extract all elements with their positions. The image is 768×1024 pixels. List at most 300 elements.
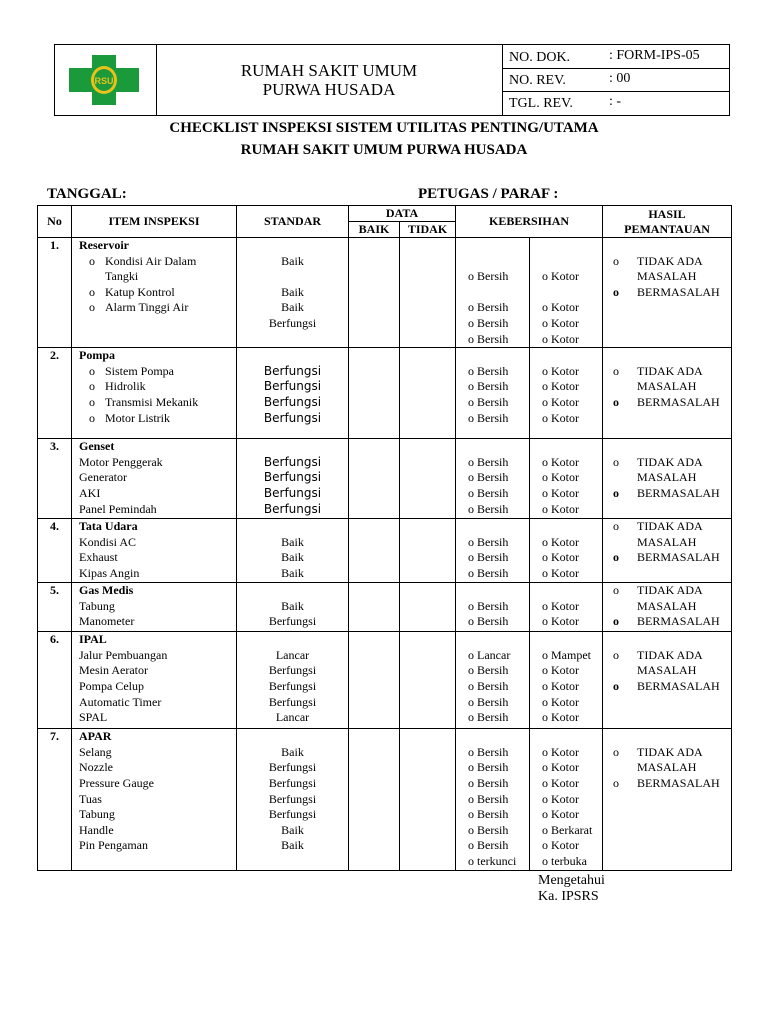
kebersihan-option: o Kotor	[542, 269, 580, 284]
standar-value: Berfungsi	[268, 315, 317, 330]
kebersihan-option	[530, 439, 602, 455]
option-text: BERMASALAH	[637, 775, 720, 790]
kebersihan-option: o Kotor	[542, 744, 580, 759]
row-number: 5.	[50, 583, 59, 598]
data-baik-cell[interactable]	[349, 238, 400, 348]
hasil-option-tidak-ada[interactable]	[603, 519, 731, 535]
meta-row-no-dok	[503, 45, 729, 69]
hasil-option-bermasalah[interactable]	[603, 486, 731, 502]
item-text: AKI	[79, 485, 101, 500]
option-bullet: o	[613, 253, 620, 268]
tanggal-label: TANGGAL:	[47, 186, 127, 202]
hasil-option-bermasalah[interactable]	[603, 614, 731, 630]
kebersihan-option: o Bersih	[468, 501, 509, 516]
hasil-option-tidak-ada[interactable]	[603, 364, 731, 380]
kebersihan-option: o Kotor	[542, 550, 580, 565]
kebersihan-option: o Bersih	[468, 807, 509, 822]
standar-value	[237, 269, 348, 285]
standar-cell	[237, 583, 349, 632]
kebersihan-option: o Kotor	[542, 331, 580, 346]
hospital-name-line2: PURWA HUSADA	[262, 80, 396, 99]
standar-value: Baik	[281, 284, 304, 299]
item-bullet: o	[89, 410, 95, 425]
kebersihan-option	[456, 519, 529, 535]
item-text: Katup Kontrol	[105, 284, 175, 299]
kebersihan-option: o Kotor	[542, 534, 580, 549]
inspection-item	[79, 710, 236, 726]
standar-cell	[237, 439, 349, 519]
item-cell	[72, 729, 237, 870]
option-text: BERMASALAH	[637, 284, 720, 299]
hasil-option-tidak-ada-cont: MASALAH	[637, 379, 697, 394]
kebersihan-option	[456, 238, 529, 254]
item-bullet: o	[89, 284, 95, 299]
kebersihan-option: o Kotor	[542, 791, 580, 806]
document-meta	[503, 45, 729, 115]
kebersihan-right-cell	[530, 439, 603, 519]
kebersihan-option: o Bersih	[468, 744, 509, 759]
category-label: IPAL	[79, 632, 107, 647]
logo-cell	[55, 45, 157, 115]
spacer	[603, 632, 731, 648]
title-line2: RUMAH SAKIT UMUM PURWA HUSADA	[240, 142, 528, 158]
option-bullet: o	[613, 647, 620, 662]
hasil-cell	[603, 348, 732, 439]
kebersihan-option: o Kotor	[542, 678, 580, 693]
item-text: SPAL	[79, 710, 108, 725]
inspection-item	[79, 486, 236, 502]
meta-value: : FORM-IPS-05	[609, 48, 700, 63]
petugas-label: PETUGAS / PARAF :	[418, 186, 559, 202]
option-bullet: o	[613, 363, 620, 378]
standar-value: Berfungsi	[263, 454, 322, 469]
hasil-option-bermasalah[interactable]	[603, 285, 731, 301]
data-tidak-cell[interactable]	[400, 632, 456, 729]
data-tidak-cell[interactable]	[400, 519, 456, 583]
standar-value: Berfungsi	[268, 694, 317, 709]
kebersihan-option: o Kotor	[542, 807, 580, 822]
spacer	[603, 348, 731, 364]
signature-line1: Mengetahui	[538, 873, 605, 888]
meta-key: NO. DOK.	[509, 50, 571, 65]
standar-value: Baik	[281, 598, 304, 613]
kebersihan-option: o Bersih	[468, 694, 509, 709]
item-text: Panel Pemindah	[79, 501, 157, 516]
inspection-item	[79, 269, 236, 285]
hasil-option-tidak-ada[interactable]	[603, 648, 731, 664]
kebersihan-option: o Bersih	[468, 534, 509, 549]
inspection-item	[79, 395, 236, 411]
row-number-cell	[38, 238, 72, 348]
col-header-item: ITEM INSPEKSI	[72, 206, 237, 238]
kebersihan-option: o Bersih	[468, 838, 509, 853]
checklist-table	[37, 205, 732, 871]
document-header	[54, 44, 730, 116]
kebersihan-option	[456, 285, 529, 301]
item-text: Motor Penggerak	[79, 454, 163, 469]
hasil-option-tidak-ada-cont: MASALAH	[637, 663, 697, 678]
kebersihan-left-cell	[456, 238, 530, 348]
meta-value: : -	[609, 94, 622, 109]
kebersihan-option	[530, 583, 602, 599]
inspection-item	[79, 663, 236, 679]
kebersihan-option: o Kotor	[542, 363, 580, 378]
item-text: Tabung	[79, 807, 115, 822]
item-text: Mesin Aerator	[79, 663, 148, 678]
option-text: TIDAK ADA	[637, 519, 703, 534]
option-text: BERMASALAH	[637, 614, 720, 629]
hasil-cell	[603, 238, 732, 348]
data-tidak-cell[interactable]	[400, 729, 456, 870]
kebersihan-option: o Kotor	[542, 663, 580, 678]
hasil-option-tidak-ada[interactable]	[603, 745, 731, 761]
standar-value: Berfungsi	[263, 379, 322, 394]
col-header-data: DATA	[349, 206, 456, 222]
item-cell	[72, 238, 237, 348]
standar-value: Berfungsi	[263, 410, 322, 425]
title-line1: CHECKLIST INSPEKSI SISTEM UTILITAS PENTING/UTAMA	[169, 120, 599, 136]
inspection-item	[79, 679, 236, 695]
item-text: Alarm Tinggi Air	[105, 300, 189, 315]
data-tidak-cell[interactable]	[400, 348, 456, 439]
item-bullet: o	[89, 379, 95, 394]
hasil-cell	[603, 729, 732, 870]
inspection-item	[79, 455, 236, 471]
kebersihan-option: o Bersih	[468, 454, 509, 469]
kebersihan-right-cell	[530, 729, 603, 870]
item-text: Kipas Angin	[79, 565, 140, 580]
standar-value	[237, 519, 348, 535]
option-bullet: o	[613, 678, 620, 693]
category-label: Pompa	[79, 348, 115, 363]
kebersihan-option: o Kotor	[542, 410, 580, 425]
inspection-item	[79, 285, 236, 301]
inspection-item	[79, 254, 236, 270]
category-label: Tata Udara	[79, 519, 138, 534]
col-header-tidak: TIDAK	[400, 222, 456, 238]
row-number-cell	[38, 439, 72, 519]
kebersihan-left-cell	[456, 632, 530, 729]
kebersihan-option: o Bersih	[468, 710, 509, 725]
col-header-kebersihan: KEBERSIHAN	[456, 206, 603, 238]
hasil-option-bermasalah[interactable]	[603, 776, 731, 792]
table-row	[38, 348, 732, 439]
kebersihan-option: o Bersih	[468, 394, 509, 409]
kebersihan-option: o Mampet	[542, 647, 592, 662]
item-bullet: o	[89, 300, 95, 315]
kebersihan-option: o Bersih	[468, 598, 509, 613]
col-header-hasil	[603, 206, 732, 238]
kebersihan-right-cell	[530, 519, 603, 583]
inspection-item	[79, 379, 236, 395]
kebersihan-left-cell	[456, 519, 530, 583]
kebersihan-option	[530, 729, 602, 745]
item-cell	[72, 632, 237, 729]
hasil-option-tidak-ada-cont: MASALAH	[637, 470, 697, 485]
kebersihan-option: o Bersih	[468, 791, 509, 806]
kebersihan-option	[456, 254, 529, 270]
item-text: Tangki	[105, 269, 139, 284]
table-row	[38, 632, 732, 729]
option-bullet: o	[613, 775, 620, 790]
inspection-item	[79, 745, 236, 761]
table-row	[38, 439, 732, 519]
kebersihan-option	[456, 348, 529, 364]
kebersihan-option: o Bersih	[468, 550, 509, 565]
kebersihan-left-cell	[456, 439, 530, 519]
standar-value	[237, 583, 348, 599]
table-row	[38, 238, 732, 348]
standar-value: Baik	[281, 253, 304, 268]
inspection-item	[79, 502, 236, 518]
kebersihan-option: o terbuka	[542, 853, 587, 868]
standar-value: Lancar	[275, 710, 310, 725]
hasil-cell	[603, 583, 732, 632]
kebersihan-option: o Bersih	[468, 663, 509, 678]
item-text: Tuas	[79, 791, 102, 806]
option-text: TIDAK ADA	[637, 583, 703, 598]
kebersihan-option: o Kotor	[542, 598, 580, 613]
standar-value	[237, 632, 348, 648]
option-bullet: o	[613, 394, 620, 409]
data-baik-cell[interactable]	[349, 439, 400, 519]
hasil-header-line1: HASIL	[648, 206, 686, 221]
category-label: Reservoir	[79, 238, 129, 252]
item-text: Pressure Gauge	[79, 775, 154, 790]
standar-value: Berfungsi	[263, 485, 322, 500]
kebersihan-option: o Kotor	[542, 501, 580, 516]
standar-value: Berfungsi	[263, 470, 322, 485]
kebersihan-option: o Bersih	[468, 331, 509, 346]
kebersihan-option	[456, 729, 529, 745]
row-number: 2.	[50, 348, 59, 363]
category-label: Gas Medis	[79, 583, 134, 598]
item-cell	[72, 348, 237, 439]
standar-value: Berfungsi	[263, 394, 322, 409]
kebersihan-left-cell	[456, 348, 530, 439]
row-number: 7.	[50, 729, 59, 744]
option-text: TIDAK ADA	[637, 363, 703, 378]
inspection-item	[79, 300, 236, 316]
kebersihan-option: o terkunci	[468, 853, 517, 868]
hospital-logo	[69, 55, 139, 105]
kebersihan-option: o Bersih	[468, 485, 509, 500]
standar-value: Baik	[281, 838, 304, 853]
standar-value: Lancar	[275, 647, 310, 662]
row-number-cell	[38, 583, 72, 632]
kebersihan-option: o Kotor	[542, 694, 580, 709]
category-label: Genset	[79, 439, 115, 454]
kebersihan-option: o Bersih	[468, 470, 509, 485]
category-label: APAR	[79, 729, 112, 744]
hasil-cell	[603, 439, 732, 519]
row-number: 6.	[50, 632, 59, 647]
kebersihan-option: o Kotor	[542, 300, 580, 315]
row-number-cell	[38, 729, 72, 870]
checklist-body	[38, 238, 732, 871]
option-bullet: o	[613, 614, 620, 629]
option-bullet: o	[613, 284, 620, 299]
item-text: Kondisi AC	[79, 534, 137, 549]
standar-value: Baik	[281, 744, 304, 759]
inspection-item	[79, 648, 236, 664]
option-text: BERMASALAH	[637, 550, 720, 565]
data-tidak-cell[interactable]	[400, 439, 456, 519]
standar-value: Baik	[281, 534, 304, 549]
standar-value: Berfungsi	[268, 791, 317, 806]
standar-value: Berfungsi	[268, 678, 317, 693]
standar-value	[237, 439, 348, 455]
meta-key: TGL. REV.	[509, 96, 573, 111]
kebersihan-right-cell	[530, 632, 603, 729]
kebersihan-option: o Kotor	[542, 775, 580, 790]
standar-value: Baik	[281, 822, 304, 837]
hasil-cell	[603, 632, 732, 729]
inspection-item	[79, 776, 236, 792]
item-text: Transmisi Mekanik	[105, 394, 199, 409]
standar-value: Baik	[281, 550, 304, 565]
data-baik-cell[interactable]	[349, 519, 400, 583]
option-bullet: o	[613, 550, 620, 565]
hasil-option-tidak-ada-cont: MASALAH	[637, 269, 697, 284]
kebersihan-right-cell	[530, 348, 603, 439]
kebersihan-option	[530, 632, 602, 648]
item-text: Automatic Timer	[79, 694, 162, 709]
kebersihan-option: o Bersih	[468, 565, 509, 580]
kebersihan-option: o Bersih	[468, 678, 509, 693]
kebersihan-option: o Bersih	[468, 363, 509, 378]
kebersihan-option: o Berkarat	[542, 822, 593, 837]
kebersihan-option: o Kotor	[542, 315, 580, 330]
item-text: Pin Pengaman	[79, 838, 148, 853]
spacer	[603, 729, 731, 745]
standar-value: Baik	[281, 565, 304, 580]
col-header-no: No	[38, 206, 72, 238]
kebersihan-option	[530, 519, 602, 535]
data-tidak-cell[interactable]	[400, 238, 456, 348]
item-cell	[72, 439, 237, 519]
kebersihan-option: o Lancar	[468, 647, 511, 662]
option-bullet: o	[613, 454, 620, 469]
option-text: TIDAK ADA	[637, 647, 703, 662]
meta-row-no-rev	[503, 68, 729, 92]
item-cell	[72, 519, 237, 583]
kebersihan-option: o Kotor	[542, 710, 580, 725]
data-baik-cell[interactable]	[349, 583, 400, 632]
item-text: Tabung	[79, 598, 115, 613]
option-bullet: o	[613, 583, 620, 598]
option-text: TIDAK ADA	[637, 253, 703, 268]
signature-block	[538, 873, 605, 905]
standar-value: Berfungsi	[268, 614, 317, 629]
col-header-baik: BAIK	[349, 222, 400, 238]
kebersihan-option	[456, 583, 529, 599]
inspection-item	[79, 535, 236, 551]
data-baik-cell[interactable]	[349, 632, 400, 729]
hasil-option-tidak-ada[interactable]	[603, 455, 731, 471]
standar-cell	[237, 348, 349, 439]
spacer	[603, 238, 731, 254]
data-baik-cell[interactable]	[349, 729, 400, 870]
row-number-cell	[38, 519, 72, 583]
kebersihan-option	[530, 254, 602, 270]
kebersihan-option: o Kotor	[542, 394, 580, 409]
hasil-option-bermasalah[interactable]	[603, 395, 731, 411]
standar-value	[237, 729, 348, 745]
kebersihan-option	[530, 238, 602, 254]
inspection-item	[79, 695, 236, 711]
standar-cell	[237, 519, 349, 583]
kebersihan-option: o Kotor	[542, 838, 580, 853]
standar-value: Berfungsi	[268, 775, 317, 790]
item-text: Generator	[79, 470, 127, 485]
hasil-option-bermasalah[interactable]	[603, 679, 731, 695]
inspection-item	[79, 823, 236, 839]
item-bullet: o	[89, 253, 95, 268]
table-row	[38, 519, 732, 583]
kebersihan-option: o Bersih	[468, 300, 509, 315]
table-row	[38, 583, 732, 632]
item-text: Kondisi Air Dalam	[105, 253, 197, 268]
item-text: Exhaust	[79, 550, 118, 565]
hospital-name-line1: RUMAH SAKIT UMUM	[240, 61, 418, 80]
hasil-cell	[603, 519, 732, 583]
standar-value: Berfungsi	[268, 807, 317, 822]
option-bullet: o	[613, 485, 620, 500]
inspection-item	[79, 807, 236, 823]
kebersihan-option: o Kotor	[542, 485, 580, 500]
hospital-name-cell	[156, 45, 503, 115]
item-bullet: o	[89, 363, 95, 378]
item-text: Nozzle	[79, 760, 113, 775]
kebersihan-option	[456, 632, 529, 648]
hasil-option-bermasalah[interactable]	[603, 550, 731, 566]
table-row	[38, 729, 732, 870]
inspection-item	[79, 838, 236, 854]
kebersihan-option: o Bersih	[468, 760, 509, 775]
hasil-option-tidak-ada[interactable]	[603, 583, 731, 599]
inspection-item	[79, 566, 236, 582]
kebersihan-option: o Kotor	[542, 614, 580, 629]
kebersihan-right-cell	[530, 583, 603, 632]
logo-text: RSU	[94, 76, 114, 86]
col-header-standar: STANDAR	[237, 206, 349, 238]
row-number: 3.	[50, 439, 59, 454]
item-text: Sistem Pompa	[105, 363, 175, 378]
data-baik-cell[interactable]	[349, 348, 400, 439]
option-bullet: o	[613, 519, 620, 534]
inspection-item	[79, 470, 236, 486]
standar-value	[237, 348, 348, 364]
option-bullet: o	[613, 744, 620, 759]
standar-value: Berfungsi	[263, 501, 322, 516]
inspection-item	[79, 614, 236, 630]
item-text: Motor Listrik	[105, 410, 170, 425]
kebersihan-option: o Kotor	[542, 470, 580, 485]
hasil-option-tidak-ada[interactable]	[603, 254, 731, 270]
data-tidak-cell[interactable]	[400, 583, 456, 632]
standar-value: Baik	[281, 300, 304, 315]
item-text: Handle	[79, 822, 114, 837]
kebersihan-option	[456, 439, 529, 455]
kebersihan-option: o Bersih	[468, 315, 509, 330]
row-number: 4.	[50, 519, 59, 534]
standar-cell	[237, 632, 349, 729]
kebersihan-option: o Bersih	[468, 822, 509, 837]
hasil-option-tidak-ada-cont: MASALAH	[637, 534, 697, 549]
meta-value: : 00	[609, 71, 631, 86]
item-text: Pompa Celup	[79, 678, 144, 693]
